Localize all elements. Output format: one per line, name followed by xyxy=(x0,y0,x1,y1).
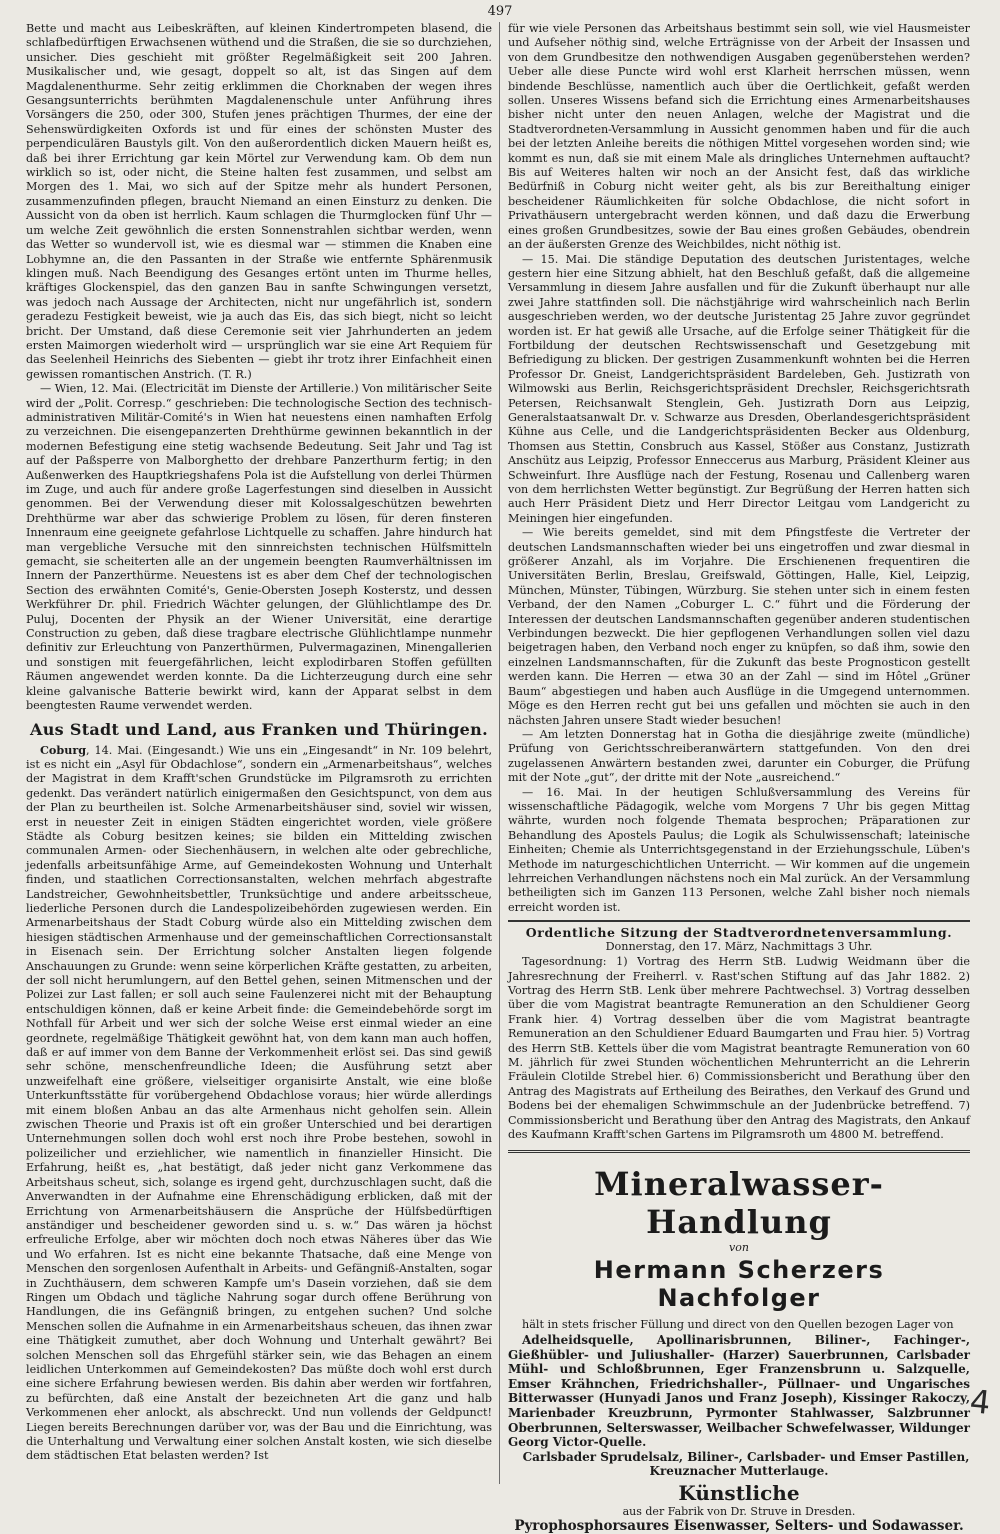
ad-firm-name: Hermann Scherzers Nachfolger xyxy=(593,1256,885,1313)
advertisement xyxy=(508,1150,970,1534)
notice-date: Donnerstag, den 17. März, Nachmittags 3 Uhr. xyxy=(605,940,873,954)
notice-rule xyxy=(508,920,970,922)
page-number: 497 xyxy=(487,4,513,19)
ad-products: Adelheidsquelle, Apollinarisbrunnen, Biliner-, Fachinger-, Gießhübler- und Juliushaller- (Harzer) Sauerbrunnen, Carlsbader Mühl- und Schloßbrunnen, Eger Franzensbrunn u. Salzquelle, Emser Krähnchen, Friedrichshaller-, Püllnaer- und Ungarisches Bitterwasser (Hunyadi Janos und Franz Joseph), Kissinger Rakoczy, Marienbader Kreuzbrunn, Pyrmonter Stahlwasser, Salzbrunner Oberbrunnen, Selterswasser, Weilbacher Schwefelwasser, Wildunger Georg Victor-Quelle. xyxy=(508,1333,970,1450)
notice-title: Ordentliche Sitzung der Stadtverordnetenversammlung. xyxy=(525,925,953,941)
left-column xyxy=(26,22,492,1484)
article-juristentag: — 15. Mai. Die ständige Deputation des deutschen Juristentages, welche gestern hier eine Sitzung abhielt, hat den Beschluß gefaßt, daß die allgemeine Versammlung in diesem Jahre ausfallen und für die Zukunft überhaupt nur alle zwei Jahre stattfinden soll. Die nächstjährige wird wahrscheinlich nach Berlin ausgeschrieben werden, wo der deutsche Juristentag 25 Jahre zuvor gegründet worden ist. Er hat gewiß alle Ursache, auf die Erfolge seiner Thätigkeit für die Fortbildung der deutschen Rechtswissenschaft und Gesetzgebung mit Befriedigung zu blicken. Der gestrigen Zusammenkunft wohnten bei die Herren Professor Dr. Gneist, Landgerichtspräsident Bardeleben, Geh. Justizrath von Wilmowski aus Berlin, Reichsgerichtspräsident Drechsler, Reichsgerichtsrath Petersen, Reichsanwalt Stenglein, Geh. Justizrath Dorn aus Leipzig, Generalstaatsanwalt Dr. v. Schwarze aus Dresden, Oberlandesgerichtspräsident Kühne aus Celle, und die Landgerichtspräsidenten Becker aus Oldenburg, Thomsen aus Stettin, Consbruch aus Kassel, Stößer aus Constanz, Justizrath Anschütz aus Leipzig, Professor Enneccerus aus Marburg, Präsident Kleiner aus Schweinfurt. Ihre Ausflüge nach der Festung, Rosenau und Callenberg waren von dem herrlichsten Wetter begünstigt. Zur Begrüßung der Herren hatten sich auch Herr Präsident Dietz und Herr Director Leitgau vom Landgericht zu Meiningen hier eingefunden. xyxy=(508,252,970,525)
ad-footer: Pyrophosphorsaures Eisenwasser, Selters- und Sodawasser. xyxy=(514,1518,964,1534)
article-coburg-continued: für wie viele Personen das Arbeitshaus bestimmt sein soll, wie viel Hausmeister und Aufseher nöthig sind, welche Erträgnisse von der Arbeit der Insassen und von dem Grundbesitze den nothwendigen Ausgaben gegenüberstehen werden? Ueber alle diese Puncte wird wohl erst Klarheit herrschen müssen, wenn bindende Beschlüsse, namentlich auch über die Oertlichkeit, gefaßt werden sollen. Unseres Wissens befand sich die Errichtung eines Armenarbeitshauses bisher nicht unter den neuen Anlagen, welche der Magistrat und die Stadtverordneten-Versammlung in Aussicht genommen haben und für die auch bei der letzten Anleihe bereits die nöthigen Mittel vorgesehen worden sind; wie kommt es nun, daß sie mit einem Male als dringliches Unternehmen auftaucht? Bis auf Weiteres halten wir noch an der Ansicht fest, daß das wirkliche Bedürfniß in Coburg nicht weiter geht, als bis zur Bereithaltung einiger bescheidener Räumlichkeiten für solche Obdachlose, die nicht sofort in Privathäusern untergebracht werden können, und daß dazu die Erwerbung eines großen Grundbesitzes, sowie der Bau eines großen Gebäudes, obendrein an der äußersten Grenze des Weichbildes, nicht nöthig ist. xyxy=(508,22,970,252)
handwritten-margin-mark: 4 xyxy=(967,1382,992,1422)
article-oxford-mayday: Bette und macht aus Leibeskräften, auf kleinen Kindertrompeten blasend, die schlafbedürftigen Erwachsenen wüthend und die Straßen, die sie so durchziehen, unsicher. Dies geschieht mit größter Regelmäßigkeit seit 200 Jahren. Musikalischer und, wie gesagt, doppelt so alt, ist das Singen auf dem Magdalenenthurme. Sehr zeitig erklimmen die Chorknaben der wegen ihres Gesangsunterrichts berühmten Magdalenenschule unter Anführung ihres Vorsängers die 250, oder 300, Stufen jenes prächtigen Thurmes, der eine der Sehenswürdigkeiten Oxfords ist und für eines der schönsten Muster des perpendiculären Baustyls gilt. Von den außerordentlich dicken Mauern heißt es, daß bei ihrer Errichtung gar kein Mörtel zur Verwendung kam. Ob dem nun wirklich so ist, oder nicht, die Steine halten fest zusammen, und selbst am Morgen des 1. Mai, wo sich auf der Spitze mehr als hundert Personen, zusammenzufinden pflegen, braucht Niemand an einen Einsturz zu denken. Die Aussicht von da oben ist herrlich. Kaum schlagen die Thurmglocken fünf Uhr — um welche Zeit gewöhnlich die ersten Sonnenstrahlen sichtbar werden, wenn das Wetter so wundervoll ist, wie es diesmal war — stimmen die Knaben eine Lobhymne an, die den Passanten in der Straße wie entfernte Sphärenmusik klingen muß. Nach Beendigung des Gesanges ertönt unten im Thurme helles, kräftiges Glockenspiel, das den ganzen Bau in sanfte Schwingungen versetzt, was jedoch nach Aussage der Architecten, nicht nur ungefährlich ist, sondern geradezu Festigkeit beweist, wie ja auch das Eis, das sich biegt, nicht so leicht bricht. Der Umstand, daß diese Ceremonie seit vier Jahrhunderten an jedem ersten Maimorgen wiederholt wird — ursprünglich war sie eine Art Requiem für das Seelenheil Heinrichs des Siebenten — giebt ihr trotz ihrer Einfachheit einen gewissen romantischen Anstrich. (T. R.) xyxy=(26,22,493,381)
article-vienna-electricity: — Wien, 12. Mai. (Electricität im Dienste der Artillerie.) Von militärischer Seite wird der „Polit. Corresp.“ geschrieben: Die technologische Section des technisch-administrativen Militär-Comité's in Wien hat neuestens einen namhaften Erfolg zu verzeichnen. Die eisengepanzerten Drehthürme gewinnen bekanntlich in der modernen Befestigung eine stetig wachsende Bedeutung. Seit Jahr und Tag ist auf der Paßsperre von Malborghetto der drehbare Panzerthurm fertig; in den Außenwerken des Hauptkriegshafens Pola ist die Aufstellung von derlei Thürmen im Zuge, und auch für andere große Lagerfestungen sind dieselben in Aussicht genommen. Bei der Verwendung dieser mit Kolossalgeschützen bewehrten Drehthürme war aber das schwierige Problem zu lösen, für deren finsteren Innenraum eine geeignete gefahrlose Lichtquelle zu schaffen. Jahre hindurch hat man vergebliche Versuche mit den sinnreichsten technischen Hülfsmitteln gemacht, sie scheiterten alle an der ungemein beengten Raumverhältnissen im Innern der Panzerthürme. Neuestens ist es aber dem Chef der technologischen Section des erwähnten Comité's, Genie-Obersten Joseph Kosterstz, und dessen Werkführer Dr. phil. Friedrich Wächter gelungen, der Glühlichtlampe des Dr. Puluj, Docenten der Physik an der Wiener Universität, eine derartige Construction zu geben, daß diese tragbare electrische Glühlichtlampe nunmehr definitiv zur Erleuchtung von Panzerthürmen, Pulvermagazinen, Minengallerien und sonstigen mit feuergefährlichen, leicht explodirbaren Stoffen gefüllten Räumen angewendet werden konnte. Da die Lichterzeugung durch eine sehr kleine galvanische Batterie bewirkt wird, kann der Apparat selbst in dem beengtesten Raume verwendet werden. xyxy=(26,382,492,713)
article-coburg-armenarbeitshaus xyxy=(26,743,492,1464)
right-column xyxy=(508,22,970,1534)
ad-text xyxy=(508,1318,970,1479)
ad-title: Mineralwasser-Handlung xyxy=(594,1165,884,1242)
ad-kuenstliche: Künstliche xyxy=(678,1481,800,1505)
ad-intro: hält in stets frischer Füllung und direct von den Quellen bezogen Lager von xyxy=(522,1318,954,1332)
article-gerichtsschreiber: — Am letzten Donnerstag hat in Gotha die diesjährige zweite (mündliche) Prüfung von Gerichtsschreiberanwärtern stattgefunden. Von den drei zugelassenen Anwärtern bestanden zwei, darunter ein Coburger, die Prüfung mit der Note „gut“, der dritte mit der Note „ausreichend.“ xyxy=(508,727,970,785)
article-paedagogik: — 16. Mai. In der heutigen Schlußversammlung des Vereins für wissenschaftliche Pädagogik, welche vom Morgens 7 Uhr bis gegen Mittag währte, wurden noch folgende Themata besprochen; Präparationen zur Behandlung des Apostels Paulus; die Logik als Schulwissenschaft; lateinische Einheiten; Chemie als Unterrichtsgegenstand in der Erziehungsschule, Lüben's Methode im naturgeschichtlichen Unterricht. — Wir kommen auf die ungemein lehrreichen Verhandlungen nächstens noch ein Mal zurück. An der Versammlung betheiligten sich im Ganzen 113 Personen, welche Zahl bisher noch niemals erreicht worden ist. xyxy=(508,785,970,914)
article-landsmannschaften: — Wie bereits gemeldet, sind mit dem Pfingstfeste die Vertreter der deutschen Landsmannschaften wieder bei uns eingetroffen und zwar diesmal in größerer Anzahl, als im Vorjahre. Die Erschienenen frequentiren die Universitäten Berlin, Breslau, Greifswald, Göttingen, Halle, Kiel, Leipzig, München, Münster, Tübingen, Würzburg. Sie stehen unter sich in einem festen Verband, der den Namen „Coburger L. C.“ führt und die Förderung der Interessen der deutschen Landsmannschaften gegenüber anderen studentischen Verbindungen bezweckt. Die hier gepflogenen Verhandlungen sollen viel dazu beigetragen haben, den Verband noch enger zu knüpfen, so daß ihm, sowie den einzelnen Landsmannschaften, für die Zukunft das beste Prognosticon gestellt werden kann. Die Herren — etwa 30 an der Zahl — sind im Hôtel „Grüner Baum“ abgestiegen und haben auch Ausflüge in die Umgegend unternommen. Möge es den Herren recht gut bei uns gefallen und möchten sie auch in den nächsten Jahren unsere Stadt wieder besuchen! xyxy=(508,526,970,727)
section-heading-local-news: Aus Stadt und Land, aus Franken und Thüringen. xyxy=(30,719,488,739)
article-coburg-text: , 14. Mai. (Eingesandt.) Wie uns ein „Eingesandt“ in Nr. 109 belehrt, ist es nicht ein „Asyl für Obdachlose“, sondern ein „Armenarbeitshaus“, welches der Magistrat in dem Krafft'schen Grundstücke im Pilgramsroth zu errichten gedenkt. Das verändert natürlich einigermaßen den Gesichtspunct, von dem aus der Plan zu beurtheilen ist. Solche Armenarbeitshäuser sind, soviel wir wissen, erst in neuester Zeit in einigen Städten eingerichtet worden, viele größere Städte als Coburg besitzen keines; sie bilden ein Mittelding zwischen communalen Armen- oder Siechenhäusern, in welchen alte oder gebrechliche, jedenfalls arbeitsunfähige Arme, auf Gemeindekosten Wohnung und Unterhalt finden, und staatlichen Correctionsanstalten, welchen mehrfach abgestrafte Landstreicher, Gewohnheitsbettler, Trunksüchtige und andere arbeitsscheue, liederliche Personen durch die Landespolizeibehörden zugewiesen werden. Ein Armenarbeitshaus der Stadt Coburg würde also ein Mittelding zwischen dem hiesigen städtischen Armenhause und der gemeinschaftlichen Correctionsanstalt in Eisenach sein. Der Errichtung solcher Anstalten liegen folgende Anschauungen zu Grunde: wenn seine körperlichen Kräfte gestatten, zu arbeiten, der soll nicht herumlungern, auf den Bettel gehen, seinen Mitmenschen und der Polizei zur Last fallen; er soll auch seine Faulenzerei nicht mit der Behauptung entschuldigen können, daß er keine Arbeit finde: die Gemeindebehörde sorgt im Nothfall für Arbeit und wer sich der solche Weise erst einmal wieder an eine geordnete, regelmäßige Thätigkeit gewöhnt hat, von dem kann man auch hoffen, daß er auf immer von dem Banne der Verkommenheit erlöst sei. Das sind gewiß sehr schöne, menschenfreundliche Ideen; die Ausführung setzt aber unzweifelhaft eine größere, vielseitiger organisirte Anstalt, wie eine bloße Unterkunftsstätte für vorübergehend Obdachlose voraus; hier würde allerdings mit einem bloßen Anbau an das alte Armenhaus nicht geholfen sein. Allein zwischen Theorie und Praxis ist oft ein großer Unterschied und bei derartigen Unternehmungen sollen doch wohl erst noch ihre Probe bestehen, sowohl in polizeilicher und erziehlicher, wie namentlich in finanzieller Hinsicht. Die Erfahrung, heißt es, „hat bestätigt, daß jeder nicht ganz Verkommene das Arbeitshaus scheut, sich, solange es irgend geht, durchzuschlagen sucht, daß die Anverwandten in der Aufnahme eine Ehrenschädigung erblicken, daß mit der Errichtung von Armenarbeitshäusern die Ansprüche der Hülfsbedürftigen anständiger und bescheidener geworden sind u. s. w.“ Das wären ja höchst erfreuliche Erfolge, aber wir möchten doch noch etwas Näheres über das Wie und Wo erfahren. Ist es nicht eine bekannte Thatsache, daß eine Menge von Menschen den sorgenlosen Aufenthalt in Arbeits- und Gefängniß-Anstalten, sogar in Zuchthäusern, dem schweren Kampfe um's Dasein vorziehen, daß sie dem Ringen um Obdach und tägliche Nahrung sogar durch offene Berührung von Handlungen, die ins Gefängniß bringen, zu entgehen suchen? Und solche Menschen sollen die Aufnahme in ein Armenarbeitshaus scheuen, das ihnen zwar eine Thätigkeit zumuthet, aber doch Wohnung und Unterhalt gewährt? Bei solchen Menschen soll das Ehrgefühl stärker sein, wie das Behagen an einem leidlichen Unterkommen auf Gemeindekosten? Das müßte doch wohl erst durch eine sichere Erfahrung bewiesen werden. Bis dahin aber werden wir fortfahren, zu befürchten, daß eine Anstalt der bezeichneten Art die ganz und halb Verkommenen eher anlockt, als abschreckt. Und nun vollends der Geldpunct! Liegen bereits Berechnungen darüber vor, was der Bau und die Einrichtung, was die Unterhaltung und Verwaltung einer solchen Anstalt kosten, wie sich dieselbe dem städtischen Etat belasten werden? Ist xyxy=(26,743,492,1463)
notice-agenda: Tagesordnung: 1) Vortrag des Herrn StB. Ludwig Weidmann über die Jahresrechnung der Freiherrl. v. Rast'schen Stiftung auf das Jahr 1882. 2) Vortrag des Herrn StB. Lenk über mehrere Pachtwechsel. 3) Vortrag desselben über die vom Magistrat beantragte Remuneration an den Schuldiener Georg Frank hier. 4) Vortrag desselben über die vom Magistrat beantragte Remuneration an den Schuldiener Eduard Baumgarten und Frau hier. 5) Vortrag des Herrn StB. Kettels über die vom Magistrat beantragte Remuneration von 60 M. jährlich für zwei Stunden wöchentlichen Mehrunterricht an die Lehrerin Fräulein Clotilde Strebel hier. 6) Commissionsbericht und Berathung über den Antrag des Magistrats auf Ertheilung des Beirathes, den Verkauf des Grund und Bodens bei der ehemaligen Schwimmschule an der Judenbrücke betreffend. 7) Commissionsbericht und Berathung über den Antrag des Magistrats, den Ankauf des Kaufmann Krafft'schen Gartens im Pilgramsroth um 4800 M. betreffend. xyxy=(508,955,970,1142)
ad-factory: aus der Fabrik von Dr. Struve in Dresden. xyxy=(622,1505,856,1518)
ad-von: von xyxy=(729,1241,749,1255)
ad-products-2: Carlsbader Sprudelsalz, Biliner-, Carlsbader- und Emser Pastillen, Kreuznacher Mutterlauge. xyxy=(522,1449,970,1479)
dateline-coburg: Coburg xyxy=(40,742,87,757)
column-divider xyxy=(499,22,500,1484)
